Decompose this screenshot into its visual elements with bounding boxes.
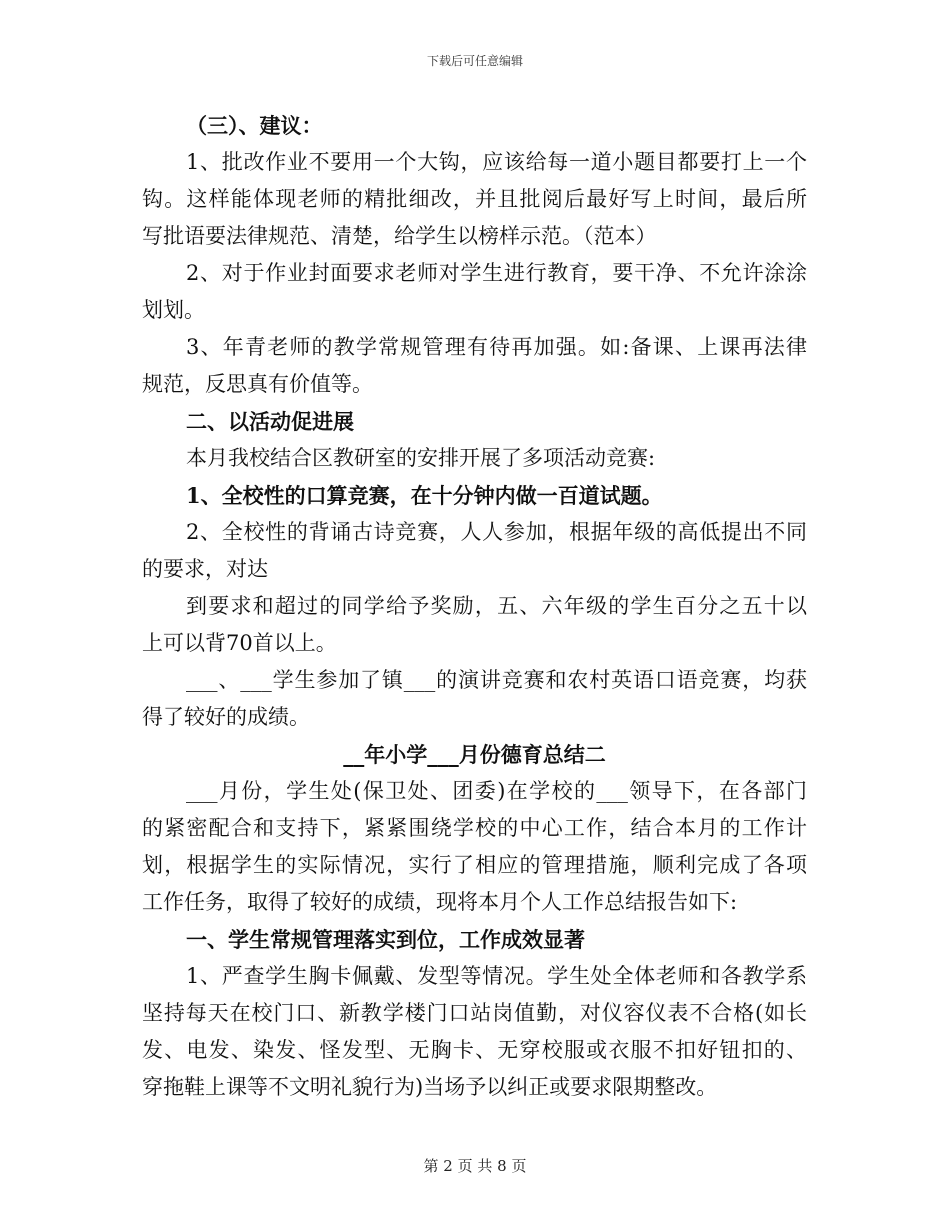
section-heading-activities: 二、以活动促进展	[186, 409, 354, 434]
paragraph-line: 本月我校结合区教研室的安排开展了多项活动竞赛:	[186, 446, 656, 470]
paragraph-line: 2、对于作业封面要求老师对学生进行教育，要干净、不允许涂涂	[186, 261, 807, 285]
paragraph-line: 规范，反思真有价值等。	[142, 372, 373, 396]
section-heading-student-management: 一、学生常规管理落实到位，工作成效显著	[186, 927, 585, 952]
document-body	[142, 107, 807, 1106]
page-number-footer: 第 2 页 共 8 页	[423, 1157, 527, 1175]
document-title: __年小学___月份德育总结二	[343, 742, 606, 767]
paragraph-line: ___月份，学生处(保卫处、团委)在学校的___领导下，在各部门	[186, 779, 807, 803]
paragraph-line: 坚持每天在校门口、新教学楼门口站岗值勤，对仪容仪表不合格(如长	[142, 1001, 807, 1025]
paragraph-line: 的紧密配合和支持下，紧紧围绕学校的中心工作，结合本月的工作计	[142, 816, 807, 840]
paragraph-line: 3、年青老师的教学常规管理有待再加强。如:备课、上课再法律	[186, 335, 807, 359]
paragraph-line: 到要求和超过的同学给予奖励，五、六年级的学生百分之五十以	[186, 594, 807, 618]
paragraph-line: 穿拖鞋上课等不文明礼貌行为)当场予以纠正或要求限期整改。	[142, 1075, 718, 1099]
paragraph-line: 划，根据学生的实际情况，实行了相应的管理措施，顺利完成了各项	[142, 853, 807, 877]
paragraph-line: 2、全校性的背诵古诗竞赛，人人参加，根据年级的高低提出不同	[186, 520, 807, 544]
paragraph-line: 发、电发、染发、怪发型、无胸卡、无穿校服或衣服不扣好钮扣的、	[142, 1038, 807, 1062]
paragraph-line: 工作任务，取得了较好的成绩，现将本月个人工作总结报告如下:	[142, 890, 738, 914]
paragraph-line: 得了较好的成绩。	[142, 705, 310, 729]
paragraph-line: ___、___学生参加了镇___的演讲竞赛和农村英语口语竞赛，均获	[186, 668, 807, 692]
paragraph-line: 的要求，对达	[142, 557, 268, 581]
paragraph-line: 1、批改作业不要用一个大钩，应该给每一道小题目都要打上一个	[186, 150, 807, 174]
paragraph-line: 写批语要法律规范、清楚，给学生以榜样示范。（范本）	[142, 224, 657, 248]
paragraph-line-bold: 1、全校性的口算竞赛，在十分钟内做一百道试题。	[186, 483, 663, 508]
paragraph-line: 1、严查学生胸卡佩戴、发型等情况。学生处全体老师和各教学系	[186, 964, 807, 988]
paragraph-line: 上可以背70首以上。	[142, 631, 337, 655]
paragraph-line: 划划。	[142, 298, 205, 322]
paragraph-line: 钩。这样能体现老师的精批细改，并且批阅后最好写上时间，最后所	[142, 187, 807, 211]
page-header-note: 下载后可任意编辑	[426, 54, 523, 68]
section-heading-suggestions: （三）、建议：	[186, 113, 323, 138]
